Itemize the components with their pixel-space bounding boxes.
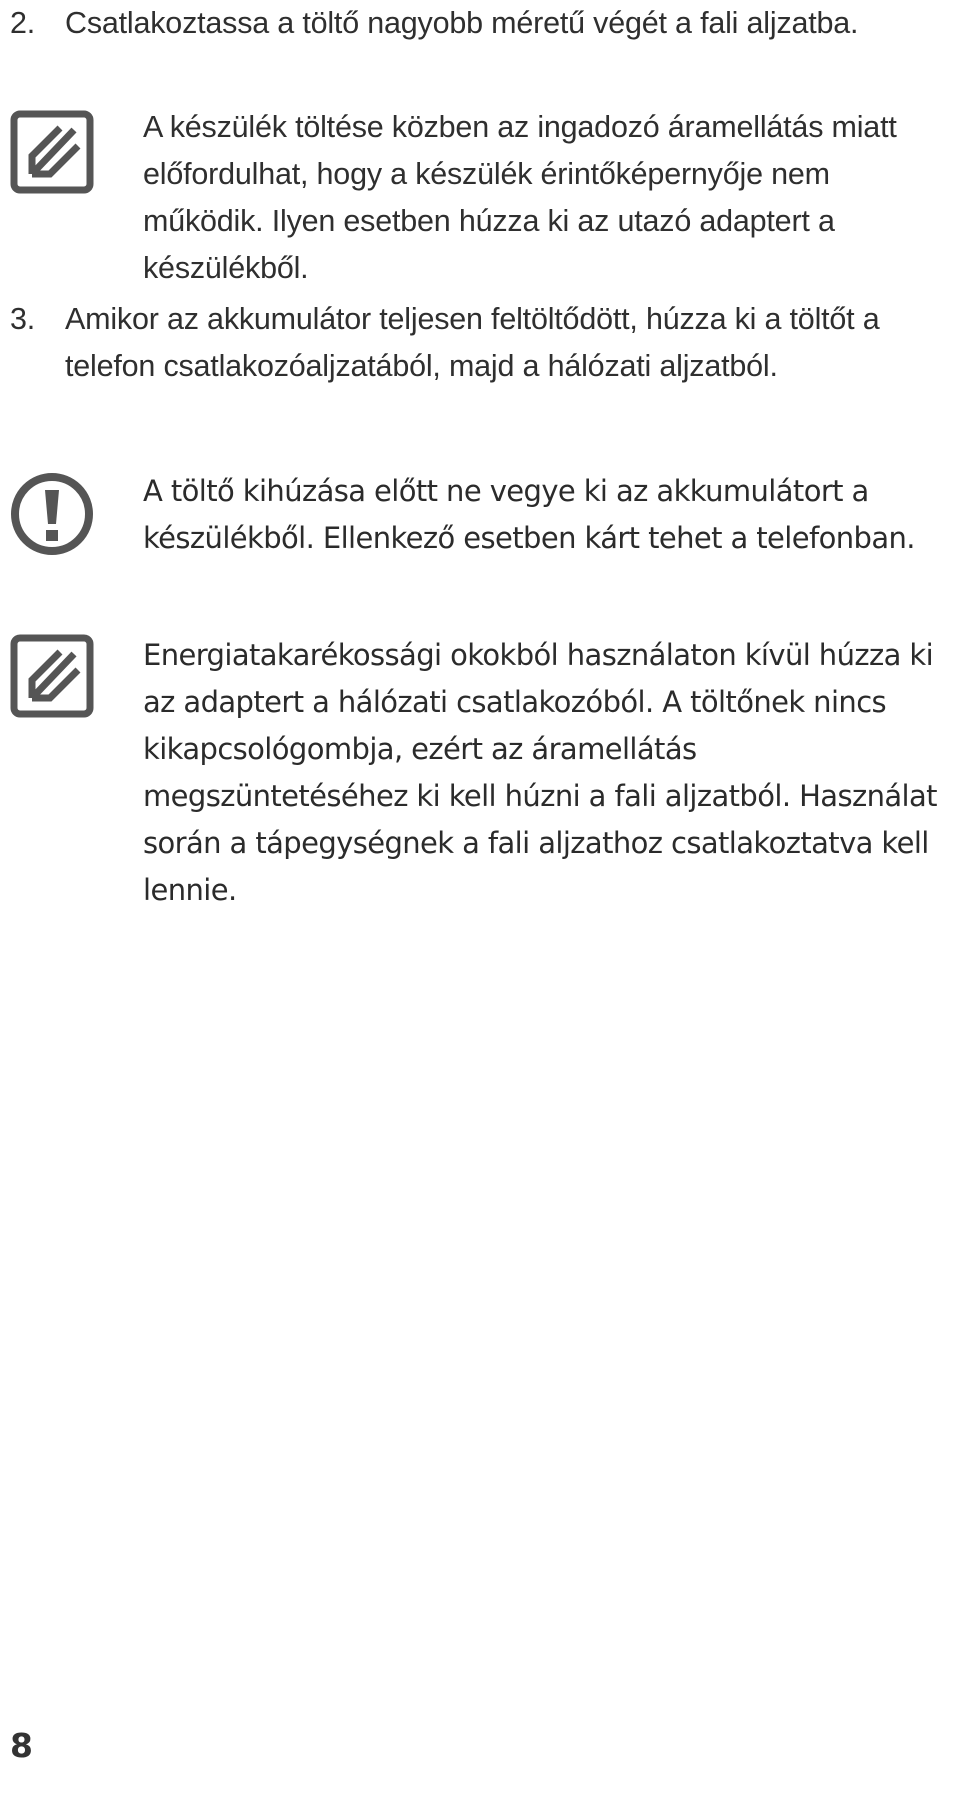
note-pencil-icon (8, 108, 96, 196)
step-number: 2. (10, 6, 36, 40)
step-2 (10, 0, 950, 47)
step-text: Csatlakoztassa a töltő nagyobb méretű végét a fali aljzatba. (65, 6, 859, 40)
page-number: 8 (10, 1726, 33, 1765)
step-3 (10, 296, 950, 390)
note-power-fluctuation: A készülék töltése közben az ingadozó áramellátás miatt előfordulhat, hogy a készülék érintőképernyője nem működik. Ilyen esetben húzza ki az utazó adaptert a készülékből. (143, 110, 897, 285)
caution-exclamation-icon (8, 470, 96, 558)
step-number: 3. (10, 302, 36, 336)
note-pencil-icon (8, 632, 96, 720)
note-battery-caution: A töltő kihúzása előtt ne vegye ki az akkumulátort a készülékből. Ellenkező esetben kárt tehet a telefonban. (143, 474, 915, 555)
note-energy-saving: Energiatakarékossági okokból használaton kívül húzza ki az adaptert a hálózati csatlakozóból. A töltőnek nincs kikapcsológombja, ezért az áramellátás megszüntetéséhez ki kell húzni a fali aljzatból. Használat során a tápegységnek a fali aljzathoz csatlakoztatva kell lennie. (143, 638, 937, 907)
step-text: Amikor az akkumulátor teljesen feltöltődött, húzza ki a töltőt a telefon csatlakozóaljzatából, majd a hálózati aljzatból. (65, 302, 880, 383)
